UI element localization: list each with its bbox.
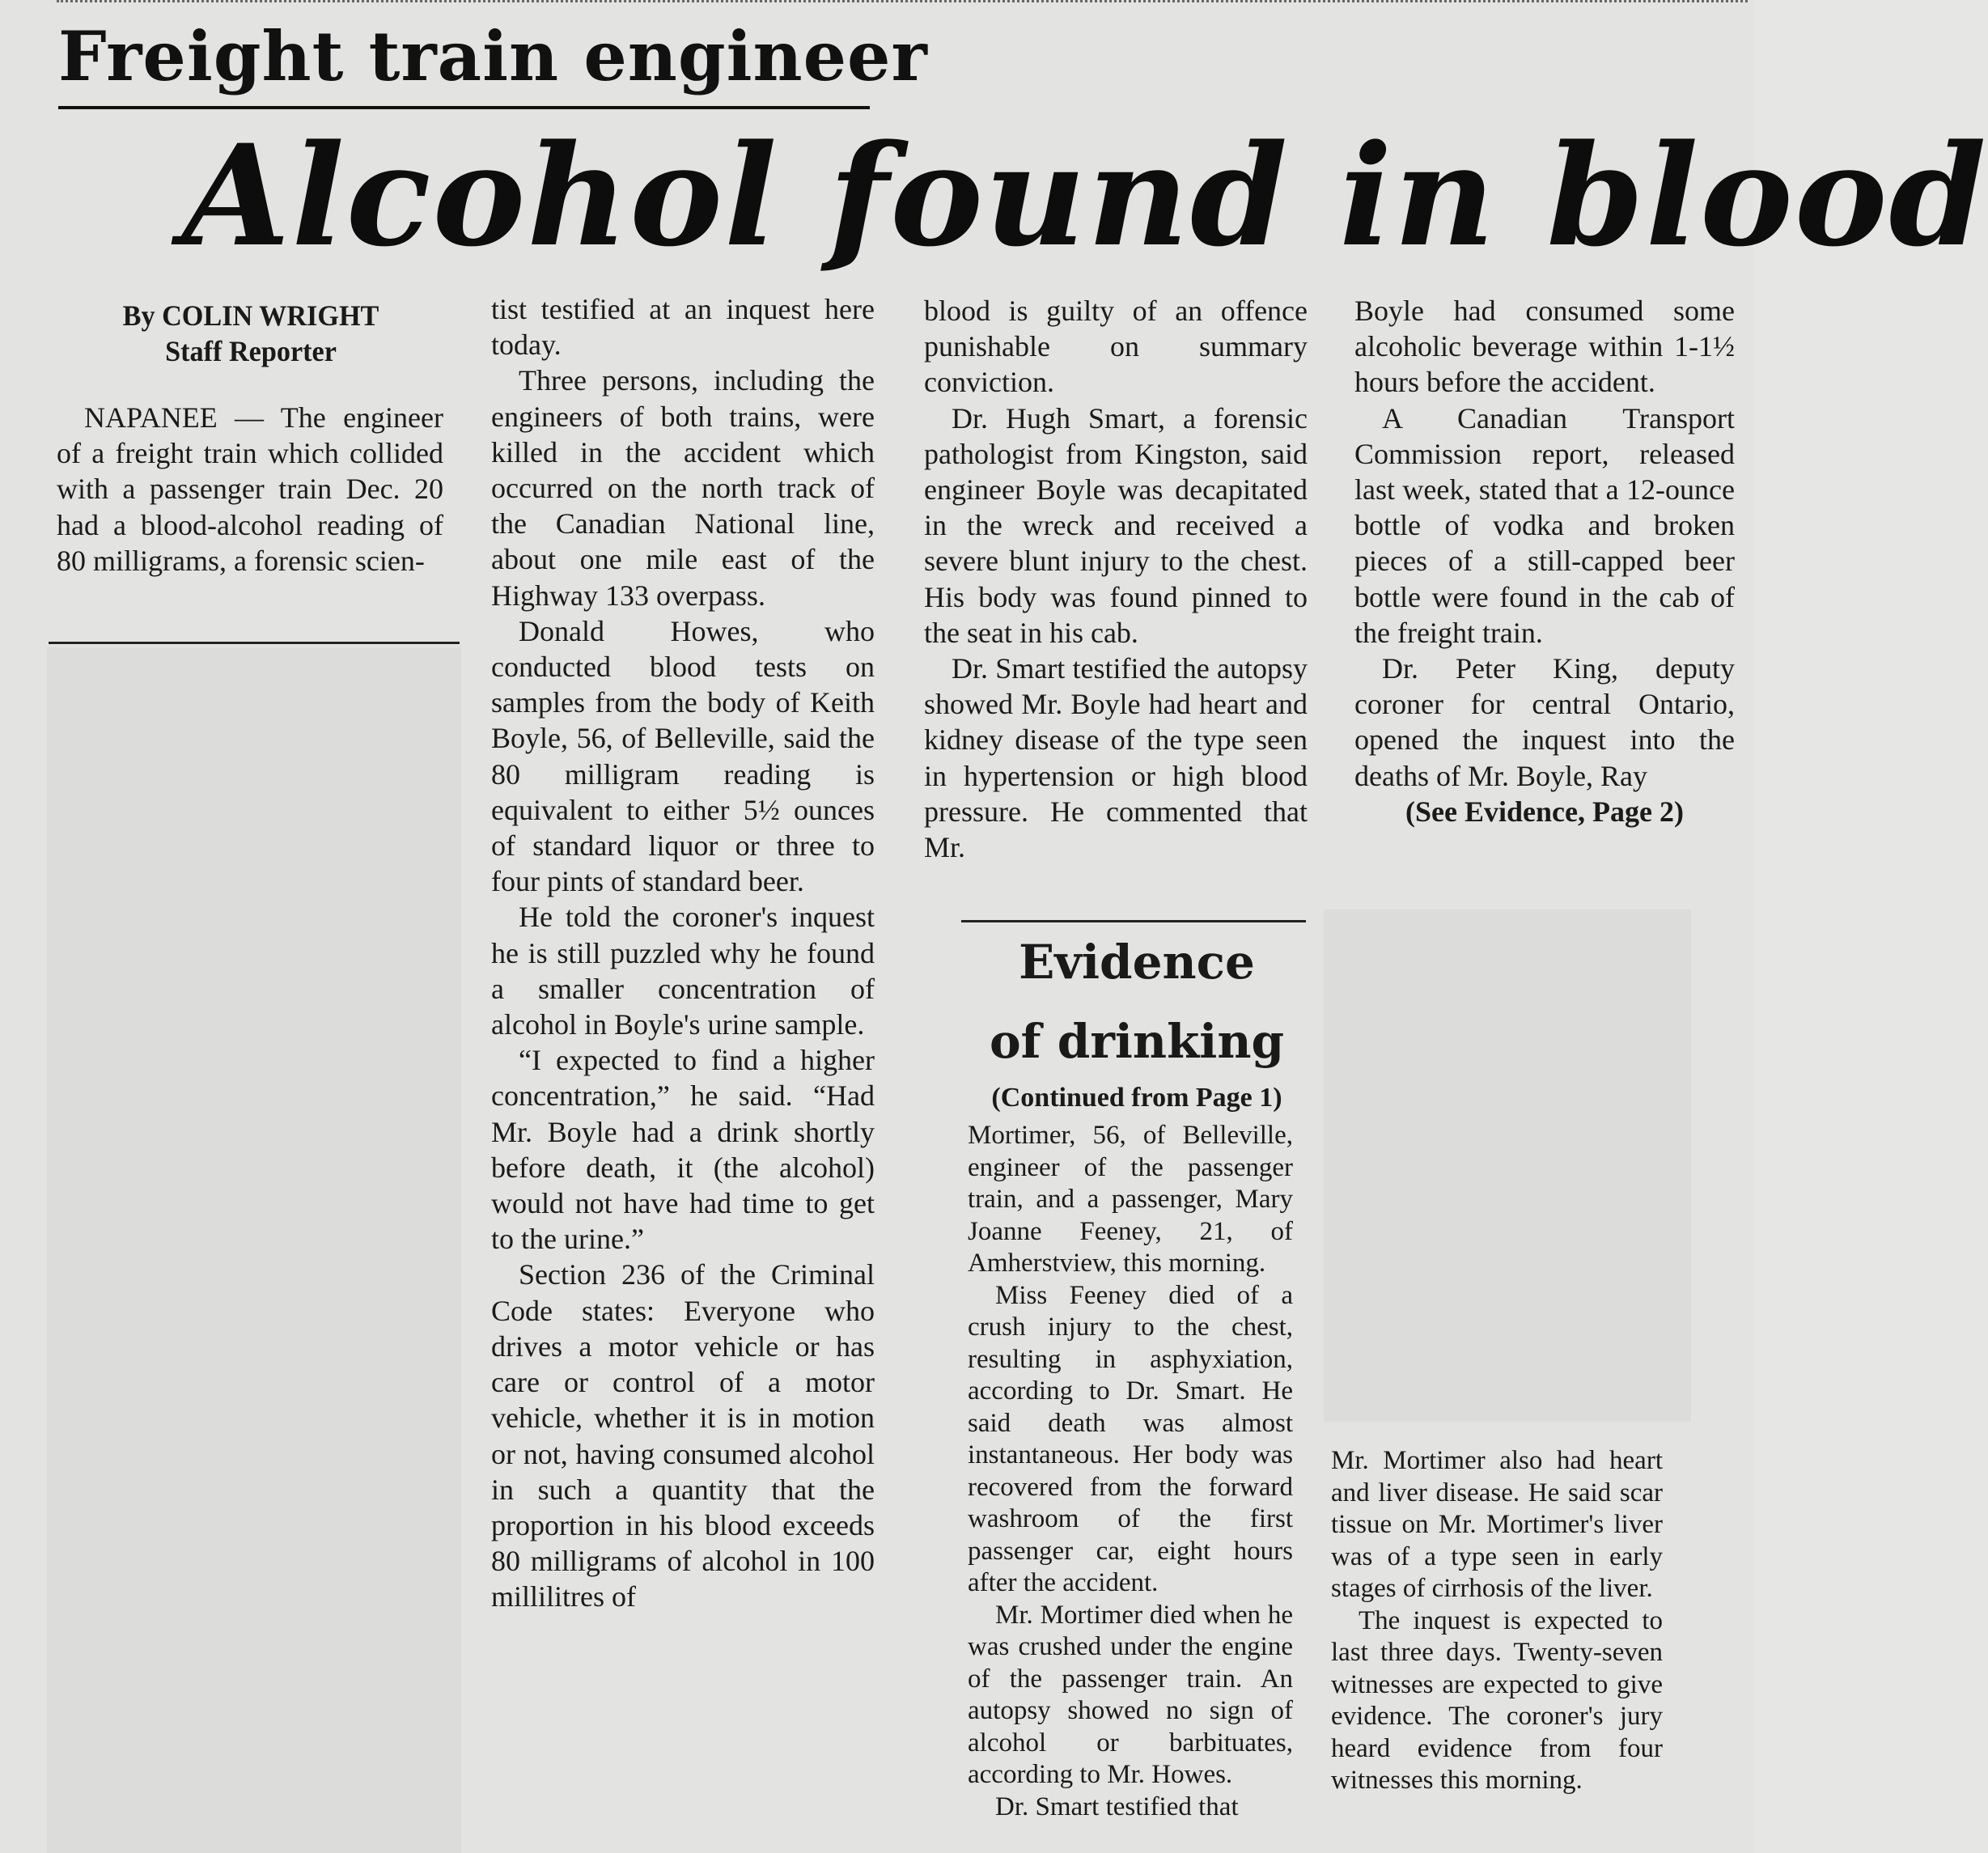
blank-area bbox=[1324, 910, 1691, 1422]
kicker-underline bbox=[58, 106, 870, 109]
paragraph: NAPANEE — The engineer of a freight train which collided with a passenger train Dec. 20 had a blood-alcohol reading of 80 milligrams, a forensic scien- bbox=[57, 401, 443, 577]
paragraph: Mortimer, 56, of Belleville, engineer of the passenger train, and a passenger, Mary Joanne Feeney, 21, of Amherstview, this morning. bbox=[968, 1121, 1293, 1278]
continuation-title-line-2: of drinking bbox=[989, 1014, 1285, 1069]
paragraph: Three persons, including the engineers of both trains, were killed in the accident which occurred on the north track of the Canadian National line, about one mile east of the Highway 133 overpass. bbox=[491, 364, 875, 612]
byline-role: Staff Reporter bbox=[165, 335, 337, 367]
continuation-column-2 bbox=[1331, 1445, 1663, 1797]
paragraph: Miss Feeney died of a crush injury to the chest, resulting in asphyxiation, according to Dr. Smart. He said death was almost instantaneous. Her body was recovered from the forward washroom of the first passenger car, eight hours after the accident. bbox=[968, 1280, 1293, 1597]
article-column-2 bbox=[491, 291, 875, 1615]
paragraph: Dr. Smart testified the autopsy showed Mr. Boyle had heart and kidney disease of the type seen in hypertension or high blood pressure. He commented that Mr. bbox=[924, 652, 1308, 864]
paragraph: Donald Howes, who conducted blood tests on samples from the body of Keith Boyle, 56, of Belleville, said the 80 milligram reading is equivalent to either 5½ ounces of standard liquor or three to four pints of standard beer. bbox=[491, 614, 875, 898]
paragraph: Mr. Mortimer also had heart and liver disease. He said scar tissue on Mr. Mortimer's liver was of a type seen in early stages of cirrhosis of the liver. bbox=[1331, 1446, 1663, 1603]
paragraph: tist testified at an inquest here today. bbox=[491, 293, 875, 362]
article-column-1 bbox=[57, 400, 443, 579]
paragraph: Dr. Peter King, deputy coroner for central Ontario, opened the inquest into the deaths of Mr. Boyle, Ray bbox=[1354, 652, 1735, 792]
blank-area bbox=[47, 647, 461, 1853]
paragraph: The inquest is expected to last three days. Twenty-seven witnesses are expected to give evidence. The coroner's jury heard evidence from four witnesses this morning. bbox=[1331, 1605, 1663, 1795]
paragraph: Dr. Hugh Smart, a forensic pathologist from Kingston, said engineer Boyle was decapitated in the wreck and received a severe blunt injury to the chest. His body was found pinned to the seat in his cab. bbox=[924, 401, 1308, 649]
column-rule bbox=[49, 642, 460, 644]
paragraph: Mr. Mortimer died when he was crushed under the engine of the passenger train. An autopsy showed no sign of alcohol or barbituates, according to Mr. Howes. bbox=[968, 1600, 1293, 1789]
continuation-column-1 bbox=[968, 1120, 1293, 1823]
paragraph: A Canadian Transport Commission report, released last week, stated that a 12-ounce bottle of vodka and broken pieces of a still-capped beer bottle were found in the cab of the freight train. bbox=[1354, 401, 1735, 649]
top-border bbox=[57, 0, 1748, 6]
paragraph: blood is guilty of an offence punishable on summary conviction. bbox=[924, 295, 1308, 399]
paragraph: “I expected to find a higher concentration,” he said. “Had Mr. Boyle had a drink shortly before death, it (the alcohol) would not have had time to get to the urine.” bbox=[491, 1044, 875, 1256]
byline-author: By COLIN WRIGHT bbox=[122, 299, 379, 332]
see-more-reference: (See Evidence, Page 2) bbox=[1405, 795, 1684, 828]
continuation-title-line-1: Evidence bbox=[1019, 935, 1255, 990]
paragraph: Boyle had consumed some alcoholic beverage within 1-1½ hours before the accident. bbox=[1354, 295, 1735, 399]
kicker-headline: Freight train engineer bbox=[58, 16, 928, 96]
continuation-headline bbox=[939, 922, 1335, 1081]
main-headline: Alcohol found in blood bbox=[182, 113, 1988, 278]
paragraph: Dr. Smart testified that bbox=[995, 1792, 1239, 1821]
paragraph: Section 236 of the Criminal Code states: Everyone who drives a motor vehicle or has care or control of a motor vehicle, whether it is in motion or not, having consumed alcohol in such a quantity that the proportion in his blood exceeds 80 milligrams of alcohol in 100 millilitres of bbox=[491, 1258, 875, 1613]
paragraph: He told the coroner's inquest he is still puzzled why he found a smaller concentration of alcohol in Boyle's urine sample. bbox=[491, 901, 875, 1041]
continued-from-label: (Continued from Page 1) bbox=[991, 1083, 1282, 1113]
article-column-3 bbox=[924, 293, 1308, 865]
article-column-4 bbox=[1354, 293, 1735, 829]
byline bbox=[49, 298, 453, 369]
